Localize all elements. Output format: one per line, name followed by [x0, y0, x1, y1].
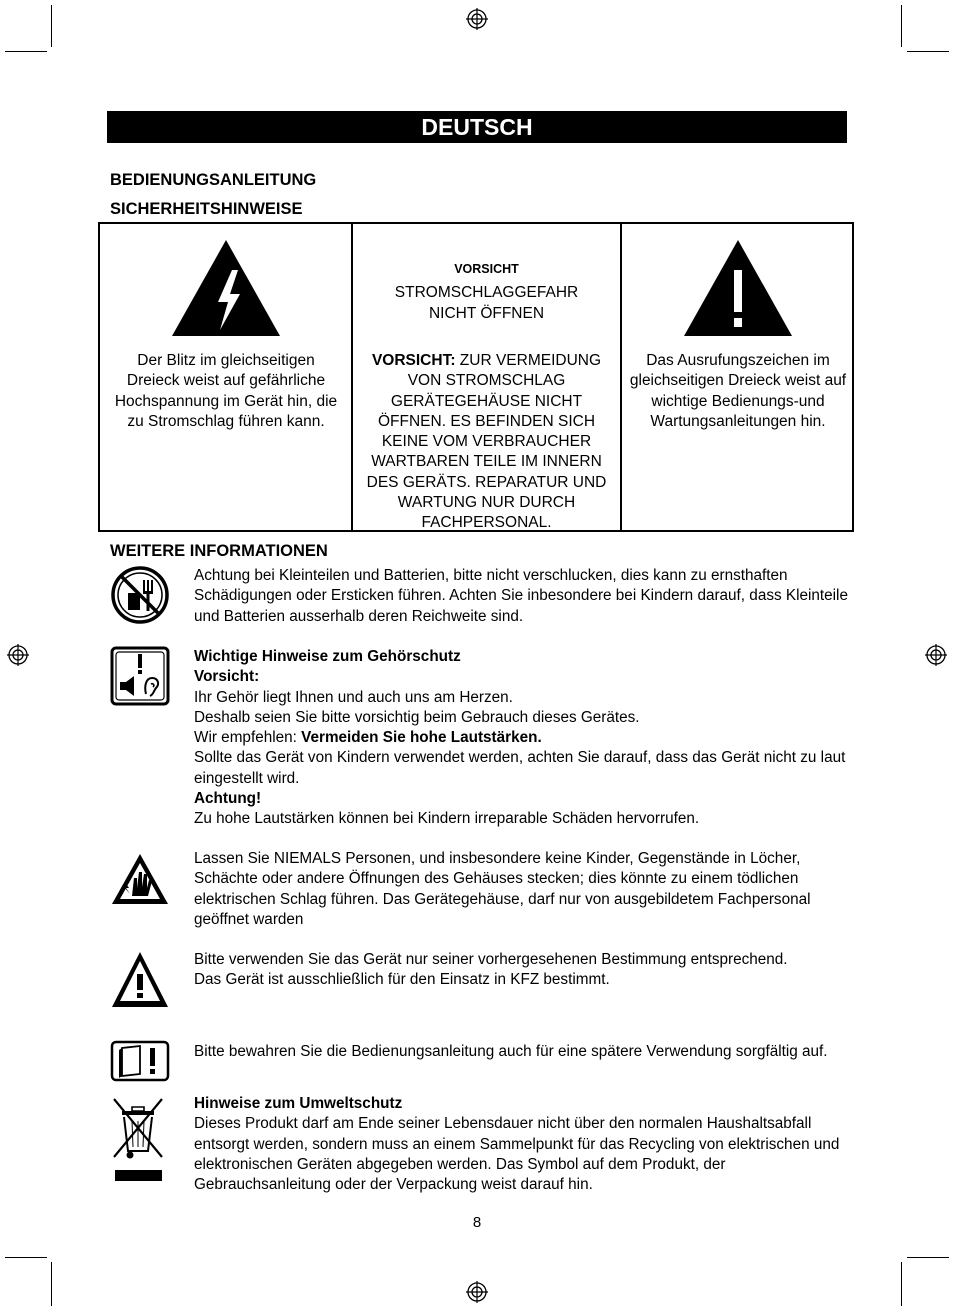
registration-mark-icon	[466, 1281, 488, 1303]
do-not-swallow-icon	[110, 565, 170, 625]
registration-mark-icon	[7, 644, 29, 666]
caution-text: ZUR VERMEIDUNG VON STROMSCHLAG GERÄTEGEHÄUSE NICHT ÖFFNEN. ES BEFINDEN SICH KEINE VOM VERBRAUCHER WARTBAREN TEILE IM INNERN DES GERÄTS. REPARATUR UND WARTUNG NUR DURCH FACHPERSONAL.	[366, 352, 607, 532]
hearing-title: Wichtige Hinweise zum Gehörschutz	[194, 648, 461, 665]
crop-mark	[51, 1262, 52, 1306]
hearing-recommendation	[194, 728, 849, 748]
intended-use-line: Bitte verwenden Sie das Gerät nur seiner vorhergesehenen Bestimmung entsprechend.	[194, 951, 788, 968]
small-parts-text: Achtung bei Kleinteilen und Batterien, bitte nicht verschlucken, dies kann zu ernsthaften Schädigungen oder Ersticken führen. Achten Sie inbesondere bei Kindern darauf, dass Kleinteile und Batterien ausserhalb deren Reichweite sind.	[194, 567, 848, 625]
crop-mark	[51, 5, 52, 47]
electric-shock-hand-icon	[110, 852, 170, 906]
caution-label: VORSICHT:	[371, 352, 456, 369]
hearing-vorsicht: Vorsicht:	[194, 668, 260, 686]
manual-book-icon	[110, 1040, 170, 1082]
hearing-line: Zu hohe Lautstärken können bei Kindern irreparable Schäden hervorrufen.	[194, 810, 700, 828]
hearing-achtung: Achtung!	[194, 790, 262, 808]
recommend-prefix: Wir empfehlen:	[194, 729, 302, 747]
hearing-line: Sollte das Gerät von Kindern verwendet werden, achten Sie darauf, dass das Gerät nicht zu laut eingestellt wird.	[194, 749, 846, 787]
environment-title: Hinweise zum Umweltschutz	[194, 1095, 403, 1112]
keep-manual-text: Bitte bewahren Sie die Bedienungsanleitung auch für eine spätere Verwendung sorgfältig auf.	[194, 1043, 828, 1060]
table-divider	[620, 224, 622, 530]
do-not-open-line: NICHT ÖFFNEN	[428, 305, 545, 322]
section-heading-manual: BEDIENUNGSANLEITUNG	[110, 171, 317, 189]
environment-block	[194, 1094, 849, 1195]
exclamation-triangle-icon	[682, 238, 794, 338]
warning-triangle-icon	[110, 950, 170, 1010]
intended-use-block	[194, 950, 849, 991]
environment-text: Dieses Produkt darf am Ende seiner Lebensdauer nicht über den normalen Haushaltsabfall entsorgt werden, sondern muss an einem Sammelpunkt für das Recycling von elektrischen und elektronischen Geräten abgegeben werden. Das Symbol auf dem Produkt, der Gebrauchsanleitung oder der Verpackung weist darauf hin.	[194, 1115, 840, 1194]
exclamation-explanation: Das Ausrufungszeichen im gleichseitigen Dreieck weist auf wichtige Bedienungs-und Wartungsanleitungen hin.	[629, 352, 847, 430]
hearing-block	[194, 647, 849, 830]
intended-use-line: Das Gerät ist ausschließlich für den Einsatz in KFZ bestimmt.	[194, 971, 610, 989]
shock-hazard-line: STROMSCHLAGGEFAHR	[394, 284, 579, 301]
crop-mark	[901, 5, 902, 47]
warning-table	[98, 222, 854, 532]
hearing-line: Deshalb seien Sie bitte vorsichtig beim Gebrauch dieses Gerätes.	[194, 708, 640, 726]
lightning-explanation: Der Blitz im gleichseitigen Dreieck weist auf gefährliche Hochspannung im Gerät hin, die zu Stromschlag führen kann.	[114, 352, 338, 430]
crop-mark	[907, 1257, 949, 1258]
registration-mark-icon	[466, 8, 488, 30]
section-heading-safety: SICHERHEITSHINWEISE	[110, 200, 303, 218]
language-banner: DEUTSCH	[107, 111, 847, 143]
lightning-triangle-icon	[170, 238, 282, 338]
openings-text: Lassen Sie NIEMALS Personen, und insbesondere keine Kinder, Gegenstände in Löcher, Schächte oder andere Öffnungen des Gehäuses stecken; dies könnte zu einem tödlichen elektrischen Schlag führen. Das Gerätegehäuse, darf nur von ausgebildetem Fachpersonal geöffnet warden	[194, 850, 811, 928]
registration-mark-icon	[925, 644, 947, 666]
caution-title: VORSICHT	[454, 262, 519, 276]
recommend-bold: Vermeiden Sie hohe Lautstärken.	[301, 729, 542, 747]
crop-mark	[5, 1257, 47, 1258]
crop-mark	[907, 51, 949, 52]
caution-paragraph	[360, 351, 613, 534]
crop-mark	[5, 51, 47, 52]
hearing-protection-icon	[110, 646, 170, 706]
crossed-out-bin-icon	[110, 1095, 166, 1183]
crop-mark	[901, 1262, 902, 1306]
hearing-line: Ihr Gehör liegt Ihnen und auch uns am Herzen.	[194, 688, 513, 706]
page-number: 8	[472, 1214, 482, 1231]
section-heading-more-info: WEITERE INFORMATIONEN	[110, 542, 328, 560]
